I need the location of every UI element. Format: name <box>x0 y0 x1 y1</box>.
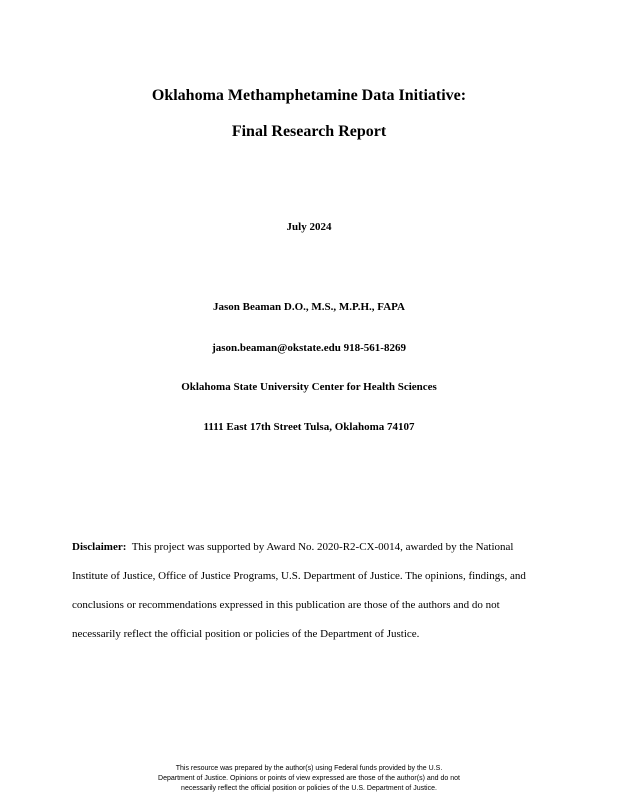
institution-name: Oklahoma State University Center for Health Sciences <box>181 381 437 393</box>
report-title-line-2: Final Research Report <box>231 123 387 140</box>
report-title-line-1: Oklahoma Methamphetamine Data Initiative: <box>151 87 467 104</box>
author-name: Jason Beaman D.O., M.S., M.P.H., FAPA <box>213 301 405 313</box>
federal-funding-footer <box>0 764 618 794</box>
footer-line-3: necessarily reflect the official position or policies of the U.S. Department of Justice. <box>181 785 437 792</box>
footer-line-2: Department of Justice. Opinions or points of view expressed are those of the author(s) and do not <box>158 775 460 782</box>
disclaimer-paragraph <box>72 533 550 649</box>
author-contact: jason.beaman@okstate.edu 918-561-8269 <box>212 342 406 354</box>
footer-line-1: This resource was prepared by the author(s) using Federal funds provided by the U.S. <box>175 765 443 772</box>
institution-address: 1111 East 17th Street Tulsa, Oklahoma 74107 <box>203 421 415 433</box>
disclaimer-text: This project was supported by Award No. 2020-R2-CX-0014, awarded by the National Institute of Justice, Office of Justice Programs, U.S. Department of Justice. The opinions, findings, and conclusions or recommendations expressed in this publication are those of the authors and do not necessarily reflect the official position or policies of the Department of Justice. <box>72 541 526 640</box>
report-date: July 2024 <box>286 221 332 233</box>
disclaimer-label: Disclaimer: <box>72 541 127 553</box>
